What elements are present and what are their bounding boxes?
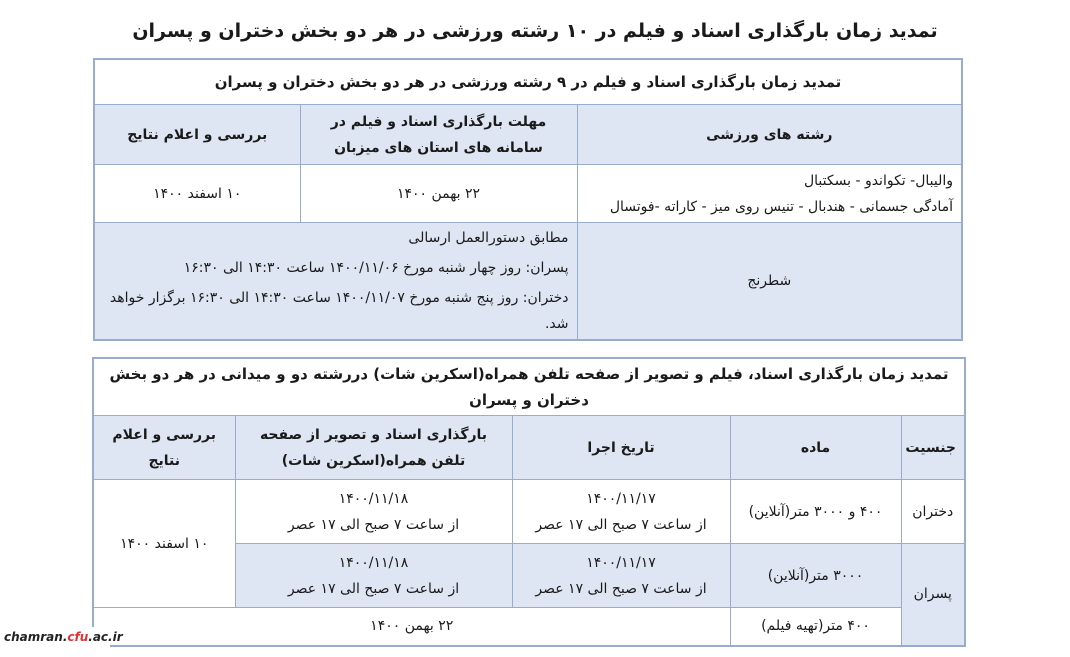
chess-cell: شطرنج [577, 223, 962, 341]
gender-girls: دختران [901, 480, 965, 544]
time-line: از ساعت ۷ صبح الی ۱۷ عصر [287, 516, 460, 533]
deadline-cell: ۲۲ بهمن ۱۴۰۰ [300, 165, 577, 223]
event-girls: ۴۰۰ و ۳۰۰۰ متر(آنلاین) [730, 480, 901, 544]
table2-caption: تمدید زمان بارگذاری اسناد، فیلم و تصویر از صفحه تلفن همراه(اسکرین شات) دررشته دو و میدانی در هر دو بخش دختران و پسران [93, 358, 965, 416]
table1-caption: تمدید زمان بارگذاری اسناد و فیلم در ۹ رشته ورزشی در هر دو بخش دختران و پسران [94, 59, 962, 105]
header-upload: بارگذاری اسناد و تصویر از صفحه تلفن همراه(اسکرین شات) [235, 416, 512, 480]
film-deadline-cell: ۲۲ بهمن ۱۴۰۰ [93, 608, 730, 646]
header-sport: رشته های ورزشی [577, 105, 962, 165]
date-girls [512, 480, 730, 544]
date-line: ۱۴۰۰/۱۱/۱۷ [586, 490, 656, 507]
time-line: از ساعت ۷ صبح الی ۱۷ عصر [287, 580, 460, 597]
sports-list-line: آمادگی جسمانی - هندبال - تنیس روی میز - کاراته -فوتسال [609, 198, 954, 215]
event-boys: ۳۰۰۰ متر(آنلاین) [730, 544, 901, 608]
chess-line: پسران: روز چهار شنبه مورخ ۱۴۰۰/۱۱/۰۶ ساعت ۱۴:۳۰ الی ۱۶:۳۰ [183, 260, 569, 276]
watermark-suffix: .ac.ir [88, 630, 123, 644]
header-date: تاریخ اجرا [512, 416, 730, 480]
review-date-cell: ۱۰ اسفند ۱۴۰۰ [93, 480, 235, 608]
site-watermark [0, 627, 123, 647]
event-boys-film: ۴۰۰ متر(تهیه فیلم) [730, 608, 901, 646]
sports-deadline-table [93, 58, 963, 341]
upload-boys [235, 544, 512, 608]
date-line: ۱۴۰۰/۱۱/۱۸ [338, 554, 409, 571]
chess-line: مطابق دستورالعمل ارسالی [408, 230, 569, 246]
date-line: ۱۴۰۰/۱۱/۱۷ [586, 554, 656, 571]
page-title: تمدید زمان بارگذاری اسناد و فیلم در ۱۰ رشته ورزشی در هر دو بخش دختران و پسران [132, 20, 938, 42]
header-deadline: مهلت بارگذاری اسناد و فیلم در سامانه های استان های میزبان [300, 105, 577, 165]
review-date-cell: ۱۰ اسفند ۱۴۰۰ [94, 165, 300, 223]
athletics-table [92, 357, 966, 647]
header-review: بررسی و اعلام نتایج [94, 105, 300, 165]
gender-boys: پسران [901, 544, 965, 646]
chess-line: دختران: روز پنج شنبه مورخ ۱۴۰۰/۱۱/۰۷ ساعت ۱۴:۳۰ الی ۱۶:۳۰ برگزار خواهد شد. [109, 290, 569, 332]
time-line: از ساعت ۷ صبح الی ۱۷ عصر [535, 580, 707, 597]
watermark-prefix: chamran. [4, 630, 68, 644]
sports-list-cell [577, 165, 962, 223]
header-gender: جنسیت [901, 416, 965, 480]
chess-details-cell [94, 223, 577, 341]
header-review: بررسی و اعلام نتایج [93, 416, 235, 480]
watermark-accent: cfu [67, 630, 89, 644]
time-line: از ساعت ۷ صبح الی ۱۷ عصر [535, 516, 707, 533]
upload-girls [235, 480, 512, 544]
header-event: ماده [730, 416, 901, 480]
date-line: ۱۴۰۰/۱۱/۱۸ [338, 490, 409, 507]
sports-list-line: والیبال- تکواندو - بسکتبال [803, 172, 954, 189]
date-boys [512, 544, 730, 608]
